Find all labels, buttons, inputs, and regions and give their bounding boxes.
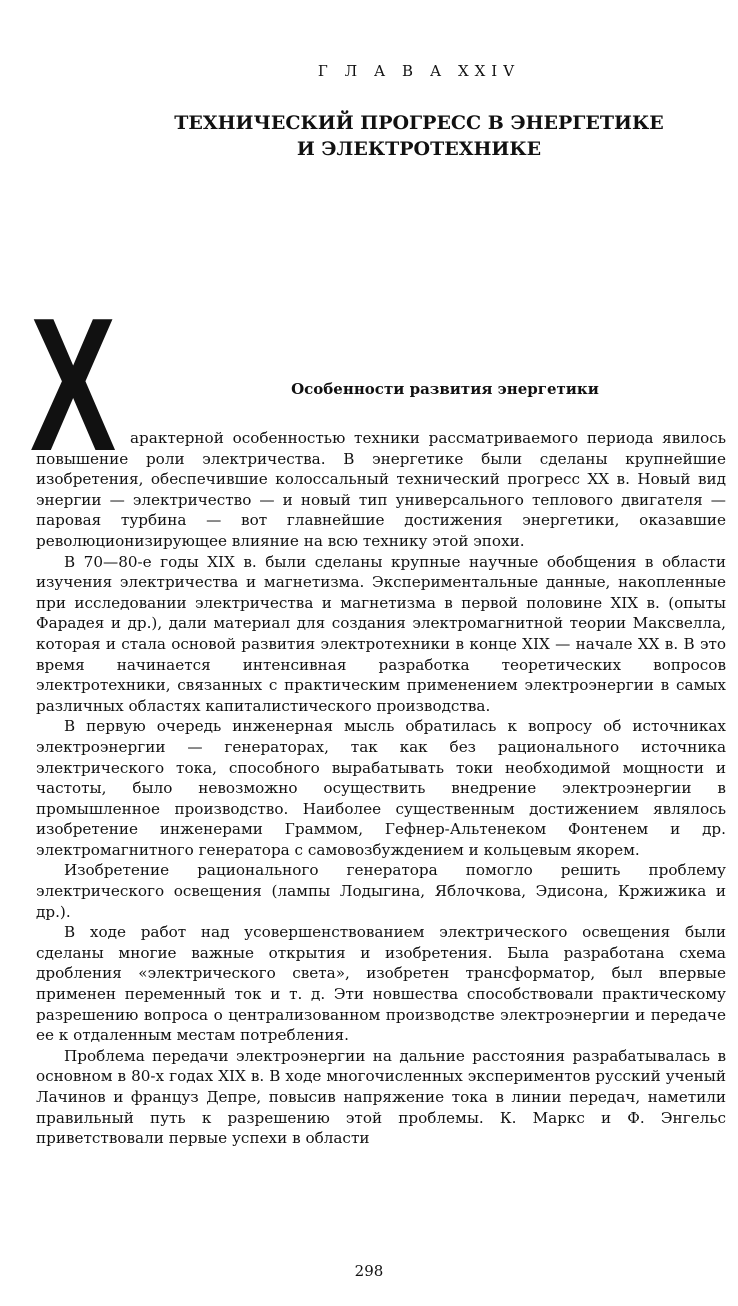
paragraph-6: Проблема передачи электроэнергии на дальние расстояния разрабатывалась в основном в 80-х годах XIX в. В ходе многочисленных экспериментов русский ученый Лачинов и француз Депре, повысив напряжение тока в линии передач, наметили правильный путь к разрешению этой проблемы. К. Маркс и Ф. Энгельс приветствовали первые успехи в области [36, 1046, 726, 1148]
paragraph-2: В 70—80-е годы XIX в. были сделаны крупные научные обобщения в области изучения электричества и магнетизма. Экспериментальные данные, накопленные при исследовании электричества и магнетизма в первой половине XIX в. (опыты Фарадея и др.), дали материал для создания электромагнитной теории Максвелла, которая и стала основой развития электротехники в конце XIX — начале XX в. В это время начинается интенсивная разработка теоретических вопросов электротехники, связанных с практическим применением электроэнергии в самых различных областях капиталистического производства. [36, 552, 726, 715]
drop-cap-letter: Х [30, 279, 117, 491]
paragraph-5: В ходе работ над усовершенствованием электрического освещения были сделаны многие важные открытия и изобретения. Была разработана схема дробления «электрического света», изобретен трансформатор, был впервые применен переменный ток и т. д. Эти новшества способствовали практическому разрешению вопроса о централизованном производстве электроэнергии и передаче ее к отдаленным местам потребления. [36, 923, 726, 1045]
chapter-title-line-2: И ЭЛЕКТРОТЕХНИКЕ [296, 138, 542, 160]
paragraph-3: В первую очередь инженерная мысль обратилась к вопросу об источниках электроэнергии — генераторах, так как без рационального источника электрического тока, способного вырабатывать токи необходимой мощности и частоты, было невозможно осуществить внедрение электроэнергии в промышленное производство. Наиболее существенным достижением являлось изобретение инженерами Граммом, Гефнер-Альтенеком Фонтенем и др. электромагнитного генератора с самовозбуждением и кольцевым якорем. [36, 717, 726, 859]
paragraph-4: Изобретение рационального генератора помогло решить проблему электрического освещения (лампы Лодыгина, Яблочкова, Эдисона, Кржижика и др.). [36, 861, 726, 921]
chapter-title [100, 110, 738, 162]
page-number: 298 [354, 1262, 384, 1280]
paragraph-1: арактерной особенностью техники рассматриваемого периода явилось повышение роли электричества. В энергетике были сделаны крупнейшие изобретения, обеспечившие колоссальный технический прогресс XX в. Новый вид энергии — электричество — и новый тип универсального теплового двигателя — паровая турбина — вот главнейшие достижения энергетики, оказавшие революционизирующее влияние на всю технику этой эпохи. [36, 429, 726, 550]
chapter-label: Г Л А В А XXIV [317, 62, 521, 80]
chapter-title-line-1: ТЕХНИЧЕСКИЙ ПРОГРЕСС В ЭНЕРГЕТИКЕ [174, 112, 664, 134]
section-heading: Особенности развития энергетики [291, 380, 599, 398]
body-text [36, 428, 726, 1149]
